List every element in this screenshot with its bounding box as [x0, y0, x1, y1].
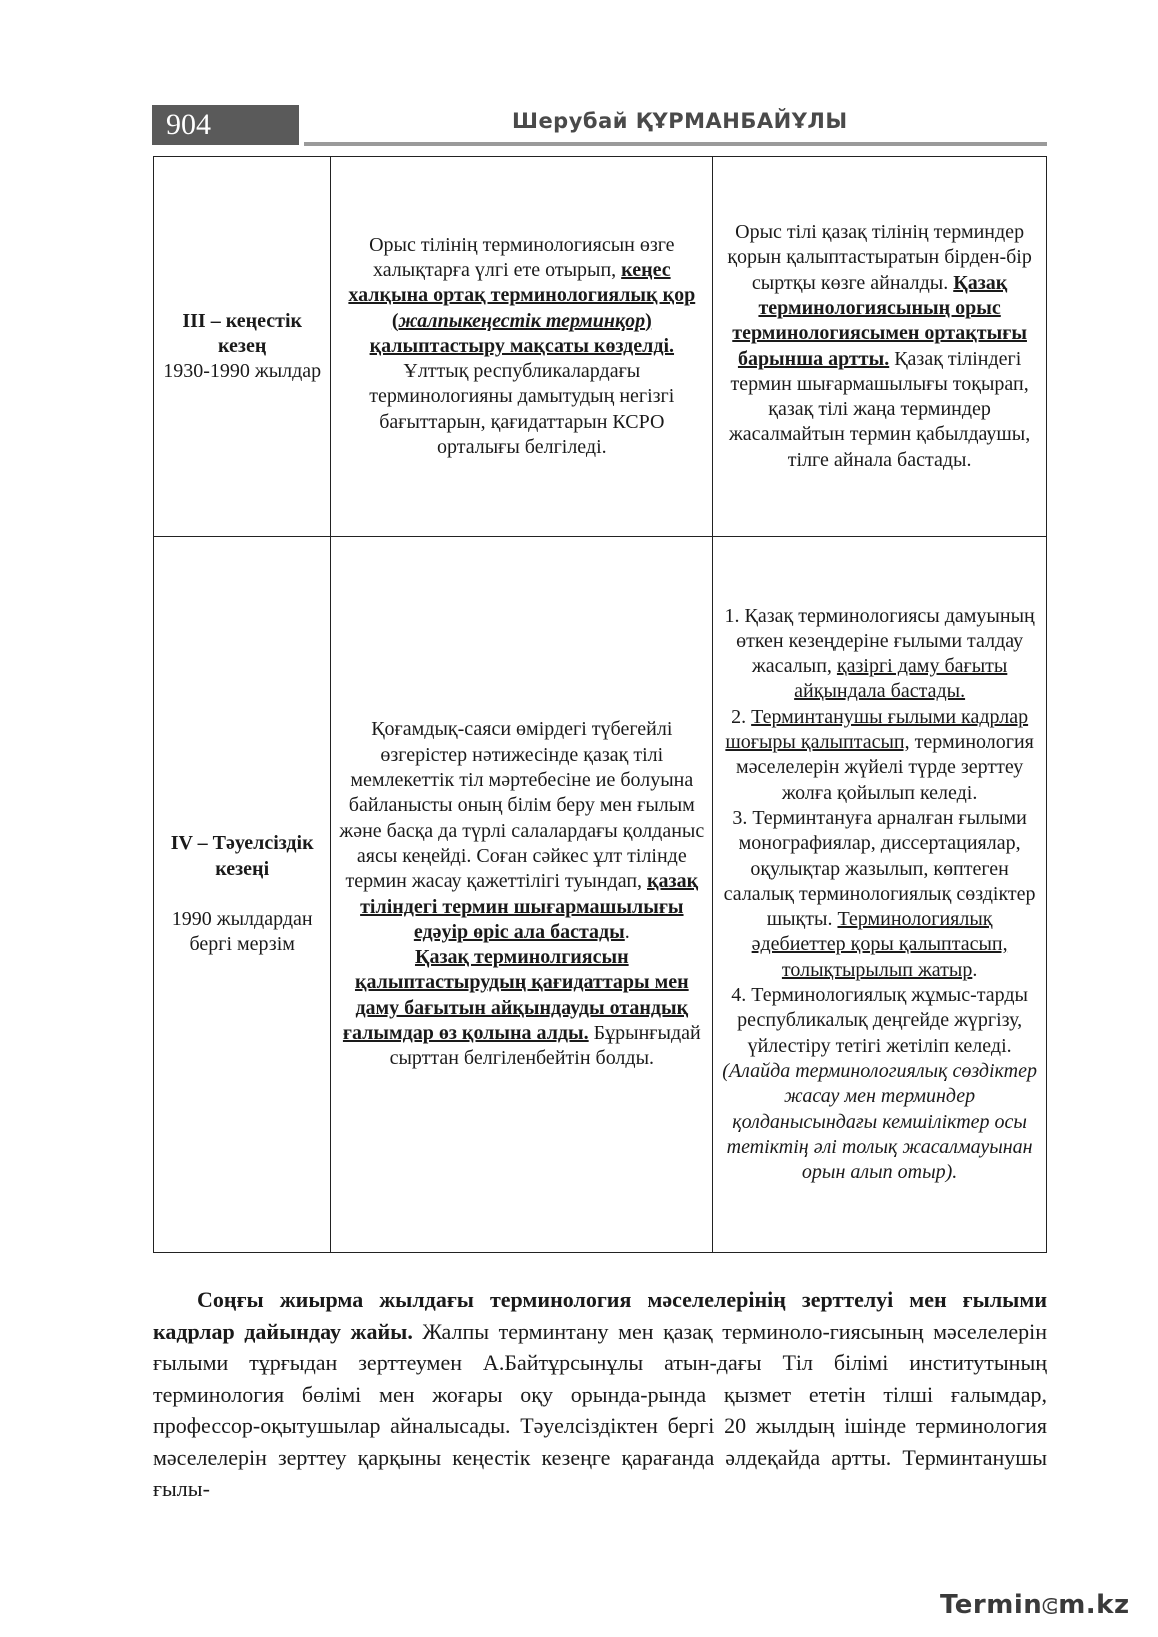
emphasis-text: қазақ тіліндегі термин шығармашылығы едәуір өріс ала бастады: [360, 870, 699, 943]
table-row: [154, 537, 1047, 1253]
terminology-periods-table: [153, 156, 1047, 1253]
logo-text: c: [1042, 1590, 1059, 1620]
result-cell: [713, 537, 1047, 1253]
underlined-text: Терминологиялық әдебиеттер қоры қалыптасып, толықтырылып жатыр: [751, 908, 1008, 981]
cell-text: Орыс тілінің терминологиясын өзге халықтарға үлгі ете отырып,: [369, 233, 675, 281]
cell-text: [337, 945, 706, 1071]
logo-text: m.kz: [1058, 1590, 1130, 1620]
emphasis-text: жалпыкеңестік терминқор: [398, 309, 646, 332]
cell-text: Бұрынғыдай сырттан белгіленбейтін болды.: [389, 1021, 701, 1070]
cell-text: Ұлттық республикалардағы терминологияны дамытудың негізгі бағыттарын, қағидаттарын КСРО орталығы белгіледі.: [369, 360, 675, 459]
cell-text: Қазақ тіліндегі термин шығармашылығы тоқырап, қазақ тілі жаңа терминдер жасалмайтын термин қабылдаушы, тілге айнала бастады.: [728, 347, 1031, 471]
emphasis-text: ) қалыптастыру мақсаты көзделді.: [369, 309, 675, 357]
underlined-text: қазіргі даму бағыты айқындала бастады.: [794, 655, 1008, 703]
underlined-text: Терминтанушы ғылыми кадрлар шоғыры қалыптасып,: [725, 705, 1029, 754]
period-dates: 1930-1990 жылдар: [163, 360, 322, 383]
result-cell: [713, 157, 1047, 537]
cell-text: 2.: [731, 705, 752, 728]
policy-cell: [331, 157, 713, 537]
header-rule: [304, 142, 1047, 146]
list-item: [719, 806, 1040, 983]
page-header: [152, 105, 1047, 147]
list-item: 4. Терминологиялық жұмыс-тарды республикалық деңгейде жүргізу, үйлестіру тетігі жетіліп келеді.: [731, 984, 1028, 1057]
italic-note: (Алайда терминологиялық сөздіктер жасау мен терминдер қолданысындағы кемшіліктер осы тетіктің әлі толық жасалмауынан орын алып отыр).: [722, 1059, 1037, 1184]
paragraph-lead: Соңғы жиырма жылдағы терминология мәселелерінің зерттелуі мен ғылыми кадрлар дайындау жайы.: [153, 1287, 1047, 1344]
table-row: [154, 157, 1047, 537]
policy-cell: [331, 537, 713, 1253]
emphasis-text: Қазақ терминологиясының орыс терминологиясымен ортақтығы барынша артты.: [732, 271, 1027, 370]
cell-text: терминология мәселелерін жүйелі түрде зерттеу жолға қойылып келеді.: [735, 731, 1034, 804]
period-cell: [154, 537, 331, 1253]
list-item: [719, 705, 1040, 806]
cell-text: 3. Терминтануға арналған ғылыми монографиялар, диссертациялар, оқулықтар жазылып, көптеген салалық терминологиялық сөздіктер шықты.: [723, 806, 1036, 931]
emphasis-text: кеңес халқына ортақ терминологиялық қор (: [348, 258, 696, 332]
termincom-logo: [940, 1590, 1130, 1620]
cell-text: .: [972, 958, 978, 981]
cell-text: 1. Қазақ терминологиясы дамуының өткен кезеңдеріне ғылыми талдау жасалып,: [724, 604, 1035, 678]
page-number: 904: [152, 105, 299, 145]
spacer: [160, 882, 324, 907]
list-item: [719, 604, 1040, 705]
running-title: Шерубай ҚҰРМАНБАЙҰЛЫ: [512, 109, 848, 133]
cell-text: Қоғамдық-саяси өмірдегі түбегейлі өзгерістер нәтижесінде қазақ тілі мемлекеттік тіл мәртебесіне ие болуына байланысты оның білім беру мен ғылым және басқа да түрлі салалардағы қолданыс аясы кеңейді. Соған сәйкес ұлт тілінде термин жасау қажеттілігі туындап,: [339, 718, 705, 893]
paragraph-text: Жалпы терминтану мен қазақ терминоло-гиясының мәселелерін ғылыми тұрғыдан зерттеумен А.Байтұрсынұлы атын-дағы Тіл білімі институтының терминология бөлімі мен жоғары оқу орында-рында қызмет ететін тілші ғалымдар, профессор-оқытушылар айналысады. Тәуелсіздіктен бергі 20 жылдың ішінде терминология мәселелерін зерттеу қарқыны кеңестік кезеңге қарағанда әлдеқайда артты. Терминтанушы ғылы-: [153, 1318, 1047, 1501]
period-name: ІІІ – кеңестік кезең: [182, 309, 303, 357]
period-dates: 1990 жылдардан бергі мерзім: [171, 908, 313, 956]
logo-text: Termin: [940, 1590, 1043, 1620]
period-name: IV – Тәуелсіздік кезеңі: [170, 832, 314, 880]
body-paragraph: [153, 1284, 1047, 1505]
cell-text: .: [624, 920, 630, 943]
period-cell: [154, 157, 331, 537]
cell-text: Орыс тілі қазақ тілінің терминдер қорын қалыптастыратын бірден-бір сыртқы көзге айналды.: [727, 221, 1032, 294]
emphasis-text: Қазақ терминолгиясын қалыптастырудың қағидаттары мен даму бағытын айқындауды отандық ғалымдар өз қолына алды.: [342, 946, 689, 1044]
